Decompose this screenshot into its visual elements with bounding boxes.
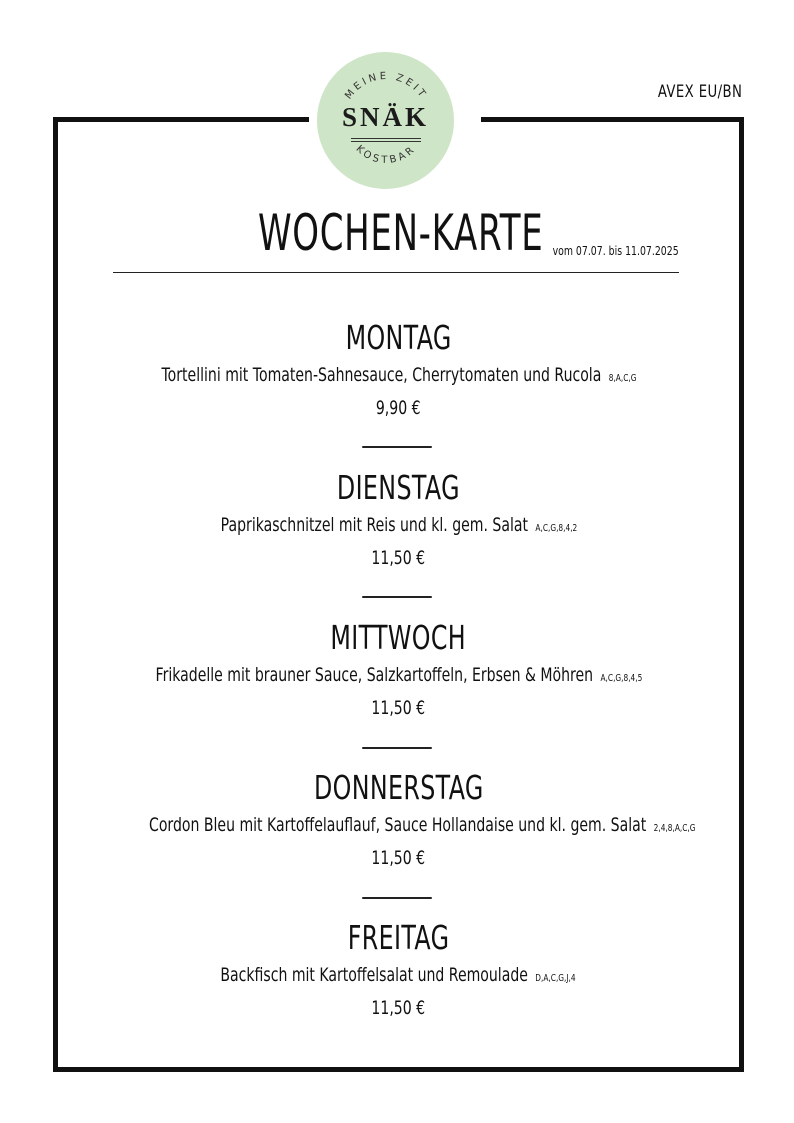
dish-line [53,964,744,990]
dish-line [53,514,744,540]
dish-line [53,814,744,840]
logo-underline [351,138,421,139]
price: 11,50 € [371,547,426,569]
price: 9,90 € [376,397,421,419]
title-row [113,202,679,273]
logo-arc-top: MEINE ZEIT [343,70,429,102]
day-name: DIENSTAG [337,468,460,507]
svg-text:KOSTBAR [354,143,419,166]
dish-name: Backfisch mit Kartoffelsalat und Remoulade [220,964,529,986]
snaek-logo [309,50,481,200]
price: 11,50 € [371,847,426,869]
allergen-codes: D,A,C,G,J,4 [535,973,577,984]
logo-arc-bottom: KOSTBAR [353,143,419,166]
price: 11,50 € [371,997,426,1019]
logo-name: SNÄK [341,102,429,132]
dish-line [53,664,744,690]
day-name: DONNERSTAG [313,768,484,807]
section-divider [362,897,432,899]
day-name: MITTWOCH [330,618,467,657]
dish-line [53,364,744,390]
allergen-codes: A,C,G,8,4,2 [534,523,577,534]
section-divider [362,596,432,598]
allergen-codes: A,C,G,8,4,5 [600,673,642,684]
dish-name: Cordon Bleu mit Kartoffelauflauf, Sauce Hollandaise und kl. gem. Salat [149,814,647,836]
dish-name: Tortellini mit Tomaten-Sahnesauce, Cherrytomaten und Rucola [160,364,601,386]
day-section-monday [53,318,744,419]
allergen-codes: 8,A,C,G [608,373,637,384]
day-section-tuesday [53,468,744,569]
site-code: AVEX EU/BN [657,82,742,102]
dish-name: Paprikaschnitzel mit Reis und kl. gem. Salat [220,514,528,536]
date-range: vom 07.07. bis 11.07.2025 [552,244,679,258]
logo-underline-2 [351,141,421,142]
day-section-wednesday [53,618,744,719]
day-name: MONTAG [345,318,452,357]
day-section-thursday [53,768,744,869]
logo-circle [317,52,454,189]
price: 11,50 € [371,697,426,719]
svg-text:MEINE ZEIT [343,71,429,102]
dish-name: Frikadelle mit brauner Sauce, Salzkartoffeln, Erbsen & Möhren [155,664,593,686]
allergen-codes: 2,4,8,A,C,G [653,823,696,834]
section-divider [362,446,432,448]
day-section-friday [53,918,744,1019]
section-divider [362,747,432,749]
page-title: WOCHEN-KARTE [258,204,544,262]
day-name: FREITAG [347,918,450,957]
